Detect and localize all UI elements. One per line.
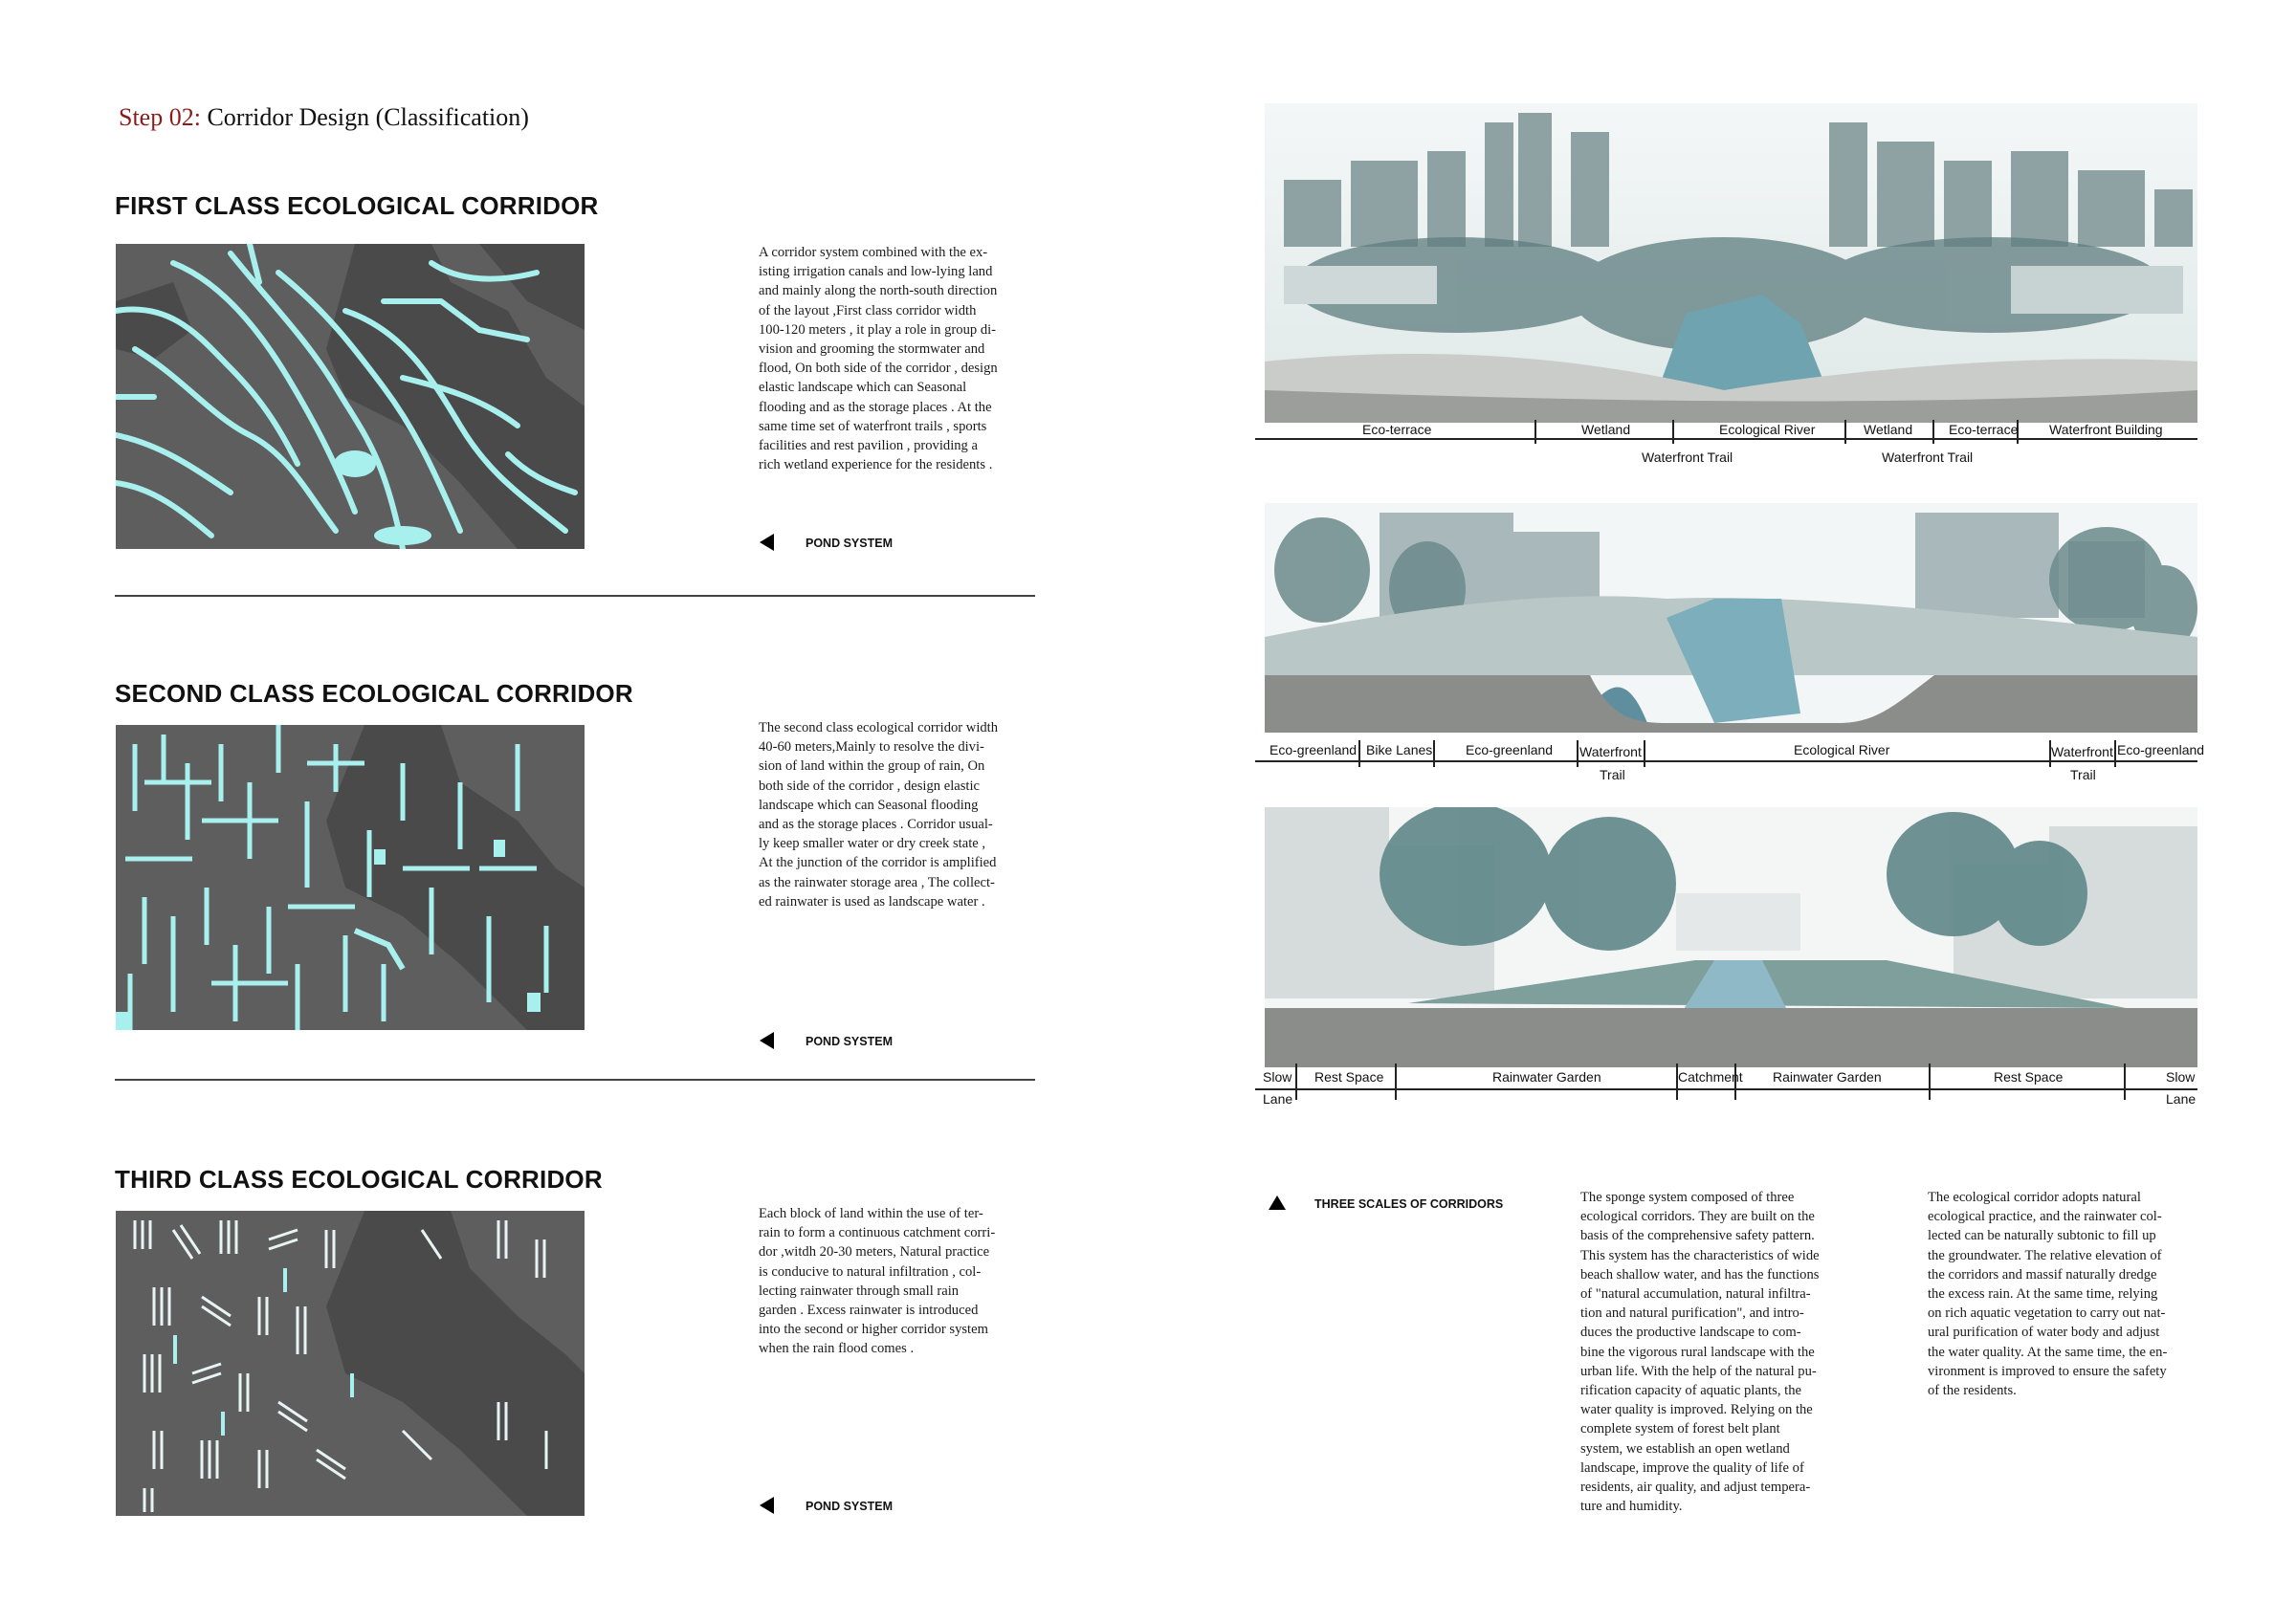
section-1-label: Eco-terrace (1949, 422, 2019, 437)
arrow-left-icon (760, 1032, 774, 1049)
tick (1295, 1064, 1297, 1100)
arrow-left-icon (760, 1497, 774, 1514)
section-3-render (1265, 807, 2197, 1067)
tick (2124, 1064, 2126, 1100)
tick (1672, 420, 1674, 444)
section-3-label: Catchment (1678, 1069, 1743, 1085)
second-class-text: The second class ecological corridor width 40-60 meters,Mainly to resolve the divi- sion of land within the group of rain, On both side of the corridor , design elastic landscape which can Seasonal flooding and as the storage places . Corridor usual- ly keep smaller water or dry creek state , At the junction of the corridor is amplified as the rainwater storage area , The collect- ed rainwater is used as landscape water . (759, 720, 999, 910)
arrow-left-icon (760, 534, 774, 551)
arrow-up-icon (1269, 1195, 1286, 1210)
tick (1395, 1064, 1397, 1100)
section-2-label: Waterfront (2051, 744, 2113, 759)
section-3-label: Rest Space (1314, 1069, 1384, 1085)
section-2-sublabel: Trail (1600, 767, 1625, 782)
section-3-label: Slow (1263, 1069, 1292, 1085)
third-class-map (116, 1211, 585, 1516)
section-2-label: Eco-greenland (2117, 742, 2205, 757)
section-2-label: Waterfront (1579, 744, 1642, 759)
section-3-sublabel: Lane (2166, 1091, 2197, 1107)
section-3-label: Rainwater Garden (1773, 1069, 1882, 1085)
section-3-axis (1255, 1088, 2197, 1090)
tick (1534, 420, 1536, 444)
section-1-sublabel: Waterfront Trail (1642, 450, 1733, 465)
section-2-sublabel: Trail (2070, 767, 2096, 782)
section-1-label: Waterfront Building (2049, 422, 2163, 437)
second-class-heading: SECOND CLASS ECOLOGICAL CORRIDOR (115, 679, 633, 708)
ecological-corridor-text: The ecological corridor adopts natural ecological practice, and the rainwater col- lected can be naturally subtonic to fill up the groundwater. The relative elevation of the corridors and massif naturally dredge the excess rain. At the same time, relying on rich aquatic vegetation to carry out nat- ural purification of water body and adjust the water quality. At the same time, the en- vironment is improved to ensure the safety of the residents. (1928, 1190, 2168, 1399)
section-1-axis (1255, 438, 2197, 440)
tick (2114, 740, 2116, 767)
step-number: Step 02: (119, 103, 201, 131)
tick (1358, 740, 1360, 767)
section-2-render (1265, 503, 2197, 733)
section-1-label: Ecological River (1719, 422, 1816, 437)
tick (1433, 740, 1435, 767)
sponge-system-text: The sponge system composed of three ecological corridors. They are built on the basis of the comprehensive safety pattern. This system has the characteristics of wide beach shallow water, and has the functions of "natural accumulation, natural infiltra- tion and natural purification", and intro- duces the productive landscape to com- bine the vigorous rural landscape with the urban life. With the help of the natural pu- rification capacity of aquatic plants, the water quality is improved. Relying on the complete system of forest belt plant system, we establish an open wetland landscape, improve the quality of life of residents, air quality, and adjust tempera- ture and humidity. (1580, 1190, 1820, 1515)
first-class-map (116, 244, 585, 549)
section-3-label: Rest Space (1994, 1069, 2064, 1085)
section-3-label: Slow (2166, 1069, 2196, 1085)
first-class-heading: FIRST CLASS ECOLOGICAL CORRIDOR (115, 191, 599, 220)
section-3-label: Rainwater Garden (1492, 1069, 1601, 1085)
step-title (119, 103, 529, 132)
second-pond-label: POND SYSTEM (806, 1035, 893, 1048)
tick (1577, 740, 1578, 767)
section-1-label: Wetland (1864, 422, 1913, 437)
section-2-axis (1255, 760, 2197, 762)
third-class-heading: THIRD CLASS ECOLOGICAL CORRIDOR (115, 1165, 603, 1194)
first-pond-label: POND SYSTEM (806, 537, 893, 550)
tick (1932, 420, 1934, 444)
second-class-map (116, 725, 585, 1030)
first-class-text: A corridor system combined with the ex- isting irrigation canals and low-lying land and mainly along the north-south direction of the layout ,First class corridor width 100-120 meters , it play a role in group di- vision and grooming the stormwater and flood, On both side of the corridor , design elastic landscape which can Seasonal flooding and as the storage places . At the same time set of waterfront trails , sports facilities and rest pavilion , providing a rich wetland experience for the residents . (759, 245, 998, 473)
third-pond-label: POND SYSTEM (806, 1500, 893, 1513)
section-3-sublabel: Lane (1263, 1091, 1293, 1107)
section-1-render (1265, 103, 2197, 423)
section-1-sublabel: Waterfront Trail (1882, 450, 1974, 465)
section-1-label: Eco-terrace (1362, 422, 1432, 437)
section-2-label: Eco-greenland (1269, 742, 1358, 757)
section-2-label: Bike Lanes (1366, 742, 1433, 757)
sections-caption: THREE SCALES OF CORRIDORS (1314, 1197, 1504, 1211)
section-2-label: Ecological River (1794, 742, 1890, 757)
divider (115, 1079, 1035, 1081)
divider (115, 595, 1035, 597)
tick (1929, 1064, 1931, 1100)
section-1-label: Wetland (1581, 422, 1631, 437)
section-2-label: Eco-greenland (1466, 742, 1554, 757)
third-class-text: Each block of land within the use of ter- rain to form a continuous catchment corri- dor ,witdh 20-30 meters, Natural practice is conducive to natural infiltration , col- lecting rainwater through small rain garden . Excess rainwater is introduced into the second or higher corridor system when the rain flood comes . (759, 1206, 996, 1357)
tick (1844, 420, 1846, 444)
step-title-text: Corridor Design (Classification) (207, 103, 529, 131)
tick (1644, 740, 1645, 767)
